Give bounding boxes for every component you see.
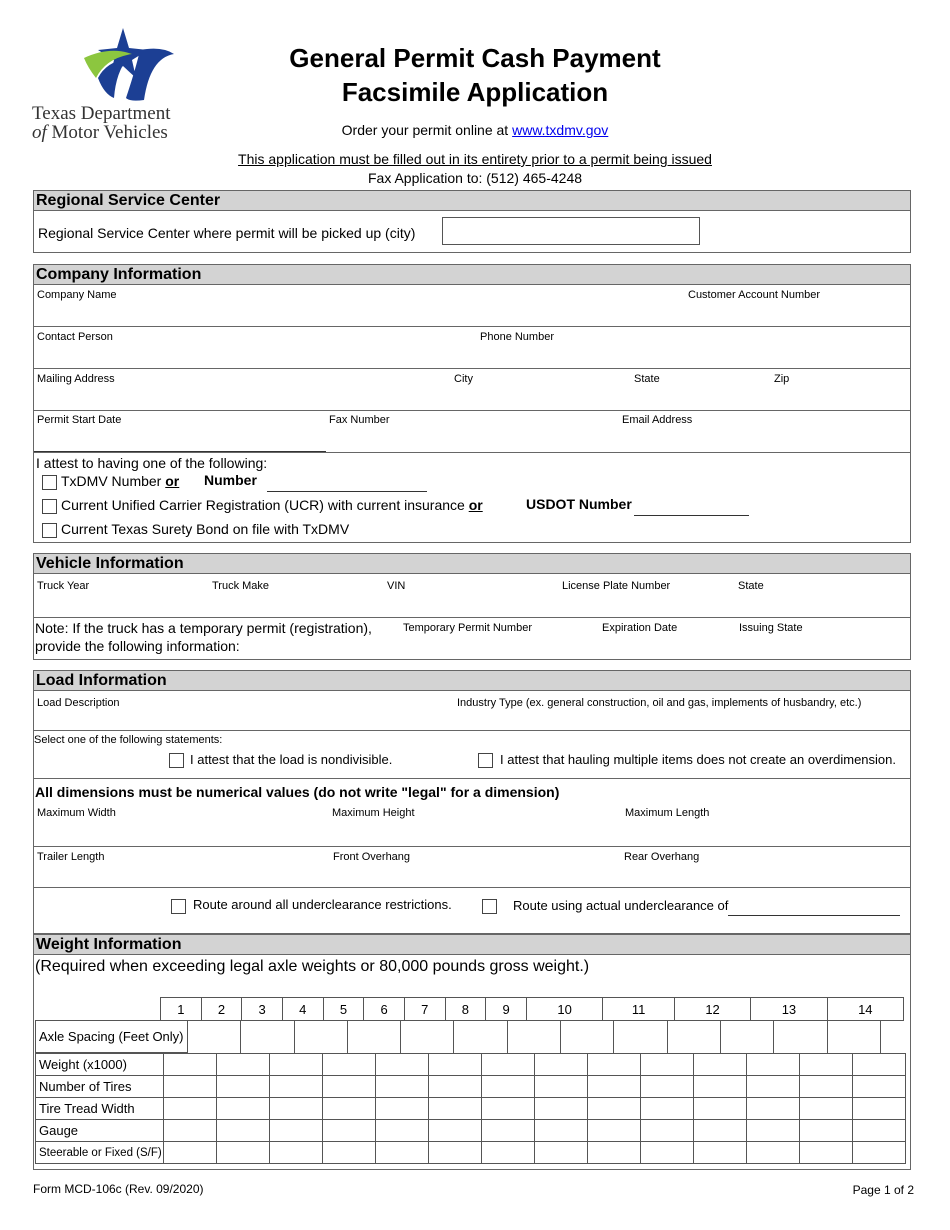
axle-value-cell[interactable] (270, 1142, 323, 1164)
axle-value-cell[interactable] (164, 1054, 217, 1076)
axle-number: 1 (161, 998, 202, 1021)
logo-line2: of Motor Vehicles (32, 122, 168, 143)
table-row (36, 1120, 906, 1142)
page-number: Page 1 of 2 (852, 1183, 914, 1197)
underclearance-field[interactable] (728, 915, 900, 916)
axle-value-cell[interactable] (164, 1098, 217, 1120)
axle-value-cell[interactable] (747, 1142, 800, 1164)
nondivisible-checkbox[interactable] (169, 753, 184, 768)
axle-number: 9 (486, 998, 527, 1021)
axle-value-cell[interactable] (270, 1054, 323, 1076)
contact-person-label: Contact Person (37, 331, 113, 343)
axle-value-cell[interactable] (376, 1054, 429, 1076)
load-statement-row (33, 731, 911, 779)
axle-value-cell[interactable] (429, 1098, 482, 1120)
axle-value-cell[interactable] (535, 1054, 588, 1076)
axle-spacing-cell[interactable] (667, 1021, 720, 1054)
axle-spacing-cell[interactable] (454, 1021, 507, 1054)
section-vehicle-information: Vehicle Information (33, 553, 911, 574)
fax-number-label: Fax Number (329, 414, 390, 426)
axle-number: 8 (445, 998, 486, 1021)
max-length-label: Maximum Length (625, 807, 710, 819)
axle-value-cell[interactable] (694, 1054, 747, 1076)
axle-number: 14 (827, 998, 903, 1021)
table-row (36, 1054, 906, 1076)
ucr-checkbox[interactable] (42, 499, 57, 514)
axle-row-label: Steerable or Fixed (S/F) (36, 1142, 164, 1164)
axle-value-cell[interactable] (747, 1054, 800, 1076)
ucr-option: Current Unified Carrier Registration (UCR) with current insurance or (61, 497, 483, 513)
axle-number: 6 (364, 998, 405, 1021)
overhang-row (33, 847, 911, 888)
route-actual-checkbox[interactable] (482, 899, 497, 914)
axle-value-cell[interactable] (641, 1142, 694, 1164)
section-company-information: Company Information (33, 264, 911, 285)
axle-spacing-cell[interactable] (827, 1021, 880, 1054)
vehicle-state-label: State (738, 580, 764, 592)
max-width-label: Maximum Width (37, 807, 116, 819)
axle-value-cell[interactable] (747, 1098, 800, 1120)
axle-value-cell[interactable] (270, 1076, 323, 1098)
axle-value-cell[interactable] (482, 1098, 535, 1120)
axle-number: 13 (751, 998, 827, 1021)
route-around-option: Route around all underclearance restrictions. (193, 897, 452, 912)
trailer-length-label: Trailer Length (37, 851, 105, 863)
regional-row (33, 211, 911, 253)
axle-spacing-cell[interactable] (774, 1021, 827, 1054)
axle-number-header (160, 997, 904, 1021)
state-label: State (634, 373, 660, 385)
axle-number: 12 (674, 998, 750, 1021)
axle-value-cell[interactable] (853, 1142, 906, 1164)
axle-value-cell[interactable] (270, 1098, 323, 1120)
usdot-label: USDOT Number (526, 496, 632, 512)
temp-permit-note: Note: If the truck has a temporary permit (registration), provide the following information: (35, 620, 372, 654)
dimensions-note: All dimensions must be numerical values (do not write "legal" for a dimension) (35, 784, 560, 800)
dimensions-row (33, 779, 911, 847)
txdmv-number-checkbox[interactable] (42, 475, 57, 490)
attest-block (33, 453, 911, 543)
axle-number: 10 (526, 998, 602, 1021)
axle-value-cell[interactable] (535, 1120, 588, 1142)
axle-value-cell[interactable] (535, 1098, 588, 1120)
axle-spacing-row (187, 1020, 881, 1054)
axle-row-label: Tire Tread Width (36, 1098, 164, 1120)
table-row (36, 1076, 906, 1098)
axle-value-cell[interactable] (217, 1054, 270, 1076)
select-one-label: Select one of the following statements: (34, 734, 223, 746)
axle-value-cell[interactable] (853, 1054, 906, 1076)
axle-value-cell[interactable] (270, 1120, 323, 1142)
max-height-label: Maximum Height (332, 807, 415, 819)
axle-value-cell[interactable] (323, 1054, 376, 1076)
number-label: Number (204, 472, 257, 488)
zip-label: Zip (774, 373, 790, 385)
axle-value-cell[interactable] (323, 1142, 376, 1164)
pickup-city-field[interactable] (442, 217, 700, 245)
axle-spacing-cell[interactable] (614, 1021, 667, 1054)
weight-required-note: (Required when exceeding legal axle weights or 80,000 pounds gross weight.) (35, 958, 590, 975)
axle-value-cell[interactable] (482, 1076, 535, 1098)
axle-value-cell[interactable] (853, 1076, 906, 1098)
axle-value-cell[interactable] (588, 1076, 641, 1098)
axle-row-label: Weight (x1000) (36, 1054, 164, 1076)
city-label: City (454, 373, 473, 385)
axle-value-cell[interactable] (535, 1076, 588, 1098)
axle-value-cell[interactable] (641, 1098, 694, 1120)
axle-value-cell[interactable] (217, 1098, 270, 1120)
axle-value-cell[interactable] (588, 1098, 641, 1120)
axle-number: 5 (323, 998, 364, 1021)
axle-spacing-cell[interactable] (561, 1021, 614, 1054)
axle-value-cell[interactable] (217, 1120, 270, 1142)
truck-make-label: Truck Make (212, 580, 270, 592)
section-regional-service-center: Regional Service Center (33, 190, 911, 211)
axle-number: 2 (201, 998, 242, 1021)
fax-info: Fax Application to: (512) 465-4248 (367, 170, 583, 186)
axle-spacing-label: Axle Spacing (Feet Only) (35, 1020, 188, 1053)
axle-value-cell[interactable] (694, 1142, 747, 1164)
nondivisible-option: I attest that the load is nondivisible. (190, 752, 393, 767)
axle-value-cell[interactable] (164, 1076, 217, 1098)
table-row (36, 1098, 906, 1120)
route-actual-option: Route using actual underclearance of (513, 898, 729, 913)
underclearance-row (33, 888, 911, 934)
axle-value-cell[interactable] (800, 1120, 853, 1142)
axle-value-cell[interactable] (164, 1120, 217, 1142)
axle-value-cell[interactable] (694, 1098, 747, 1120)
customer-account-label: Customer Account Number (688, 289, 821, 301)
axle-number: 11 (603, 998, 675, 1021)
axle-value-cell[interactable] (588, 1142, 641, 1164)
axle-value-cell[interactable] (588, 1054, 641, 1076)
surety-bond-option: Current Texas Surety Bond on file with TxDMV (61, 521, 350, 537)
axle-value-cell[interactable] (376, 1098, 429, 1120)
axle-spacing-cell[interactable] (507, 1021, 560, 1054)
axle-spacing-cell[interactable] (347, 1021, 400, 1054)
email-label: Email Address (622, 414, 693, 426)
axle-number: 3 (242, 998, 283, 1021)
axle-value-cell[interactable] (853, 1120, 906, 1142)
temp-permit-label: Temporary Permit Number (403, 622, 532, 634)
axle-value-cell[interactable] (323, 1120, 376, 1142)
axle-value-cell[interactable] (376, 1120, 429, 1142)
permit-start-label: Permit Start Date (37, 414, 122, 426)
issuing-state-label: Issuing State (739, 622, 803, 634)
address-row (33, 369, 911, 411)
load-description-row (33, 691, 911, 731)
section-weight-information: Weight Information (33, 934, 911, 955)
rear-overhang-label: Rear Overhang (624, 851, 700, 863)
axle-value-cell[interactable] (164, 1142, 217, 1164)
axle-value-cell[interactable] (323, 1098, 376, 1120)
axle-value-cell[interactable] (535, 1142, 588, 1164)
axle-value-cell[interactable] (800, 1142, 853, 1164)
axle-value-cell[interactable] (641, 1120, 694, 1142)
route-around-checkbox[interactable] (171, 899, 186, 914)
axle-value-cell[interactable] (217, 1076, 270, 1098)
permit-row (33, 411, 911, 453)
expiration-label: Expiration Date (602, 622, 678, 634)
contact-row (33, 327, 911, 369)
load-description-label: Load Description (37, 697, 120, 709)
axle-value-cell[interactable] (217, 1142, 270, 1164)
multiple-items-option: I attest that hauling multiple items does not create an overdimension. (500, 752, 896, 767)
star-swoosh-icon (70, 28, 180, 106)
axle-number: 4 (282, 998, 323, 1021)
axle-value-cell[interactable] (800, 1076, 853, 1098)
axle-value-cell[interactable] (641, 1076, 694, 1098)
axle-value-cell[interactable] (482, 1054, 535, 1076)
phone-number-label: Phone Number (480, 331, 554, 343)
axle-row-label: Gauge (36, 1120, 164, 1142)
front-overhang-label: Front Overhang (333, 851, 411, 863)
axle-value-cell[interactable] (429, 1054, 482, 1076)
multiple-items-checkbox[interactable] (478, 753, 493, 768)
axle-value-cell[interactable] (747, 1120, 800, 1142)
axle-spacing-cell[interactable] (294, 1021, 347, 1054)
vin-label: VIN (387, 580, 406, 592)
regional-prompt: Regional Service Center where permit will be picked up (city) (38, 225, 416, 241)
license-plate-label: License Plate Number (562, 580, 671, 592)
surety-bond-checkbox[interactable] (42, 523, 57, 538)
order-online: Order your permit online at www.txdmv.gov (341, 122, 609, 138)
axle-row-label: Number of Tires (36, 1076, 164, 1098)
axle-spacing-cell[interactable] (241, 1021, 294, 1054)
axle-value-cell[interactable] (747, 1076, 800, 1098)
axle-value-cell[interactable] (694, 1076, 747, 1098)
usdot-number-field[interactable] (634, 515, 749, 516)
truck-row (33, 574, 911, 618)
mailing-address-label: Mailing Address (37, 373, 115, 385)
axle-value-cell[interactable] (323, 1076, 376, 1098)
table-row (36, 1142, 906, 1164)
axle-value-cell[interactable] (482, 1142, 535, 1164)
axle-spacing-cell[interactable] (720, 1021, 773, 1054)
txdmv-number-option: TxDMV Number or (61, 473, 180, 489)
fill-notice: This application must be filled out in its entirety prior to a permit being issued (238, 151, 712, 167)
section-load-information: Load Information (33, 670, 911, 691)
axle-value-cell[interactable] (482, 1120, 535, 1142)
axle-value-cell[interactable] (429, 1142, 482, 1164)
axle-value-cell[interactable] (376, 1076, 429, 1098)
axle-value-cell[interactable] (376, 1142, 429, 1164)
page-title-line2: Facsimile Application (341, 77, 609, 107)
temp-permit-row (33, 618, 911, 660)
truck-year-label: Truck Year (37, 580, 90, 592)
axle-number: 7 (404, 998, 445, 1021)
axle-value-cell[interactable] (429, 1076, 482, 1098)
axle-value-cell[interactable] (853, 1098, 906, 1120)
company-name-label: Company Name (37, 289, 117, 301)
industry-type-label: Industry Type (ex. general construction, oil and gas, implements of husbandry, etc.) (457, 697, 862, 709)
axle-weight-table (35, 1053, 906, 1164)
attest-heading: I attest to having one of the following: (36, 455, 268, 471)
axle-value-cell[interactable] (641, 1054, 694, 1076)
company-name-row (33, 285, 911, 327)
axle-spacing-cell[interactable] (188, 1021, 241, 1054)
axle-spacing-cell[interactable] (401, 1021, 454, 1054)
axle-value-cell[interactable] (694, 1120, 747, 1142)
axle-value-cell[interactable] (429, 1120, 482, 1142)
axle-value-cell[interactable] (800, 1098, 853, 1120)
txdmv-number-field[interactable] (267, 491, 427, 492)
axle-value-cell[interactable] (800, 1054, 853, 1076)
axle-value-cell[interactable] (588, 1120, 641, 1142)
logo-line1: Texas Department (32, 103, 171, 124)
txdmv-logo (30, 28, 200, 143)
page-title-line1: General Permit Cash Payment (289, 43, 661, 73)
txdmv-link[interactable]: www.txdmv.gov (512, 122, 609, 138)
form-number: Form MCD-106c (Rev. 09/2020) (33, 1182, 204, 1196)
